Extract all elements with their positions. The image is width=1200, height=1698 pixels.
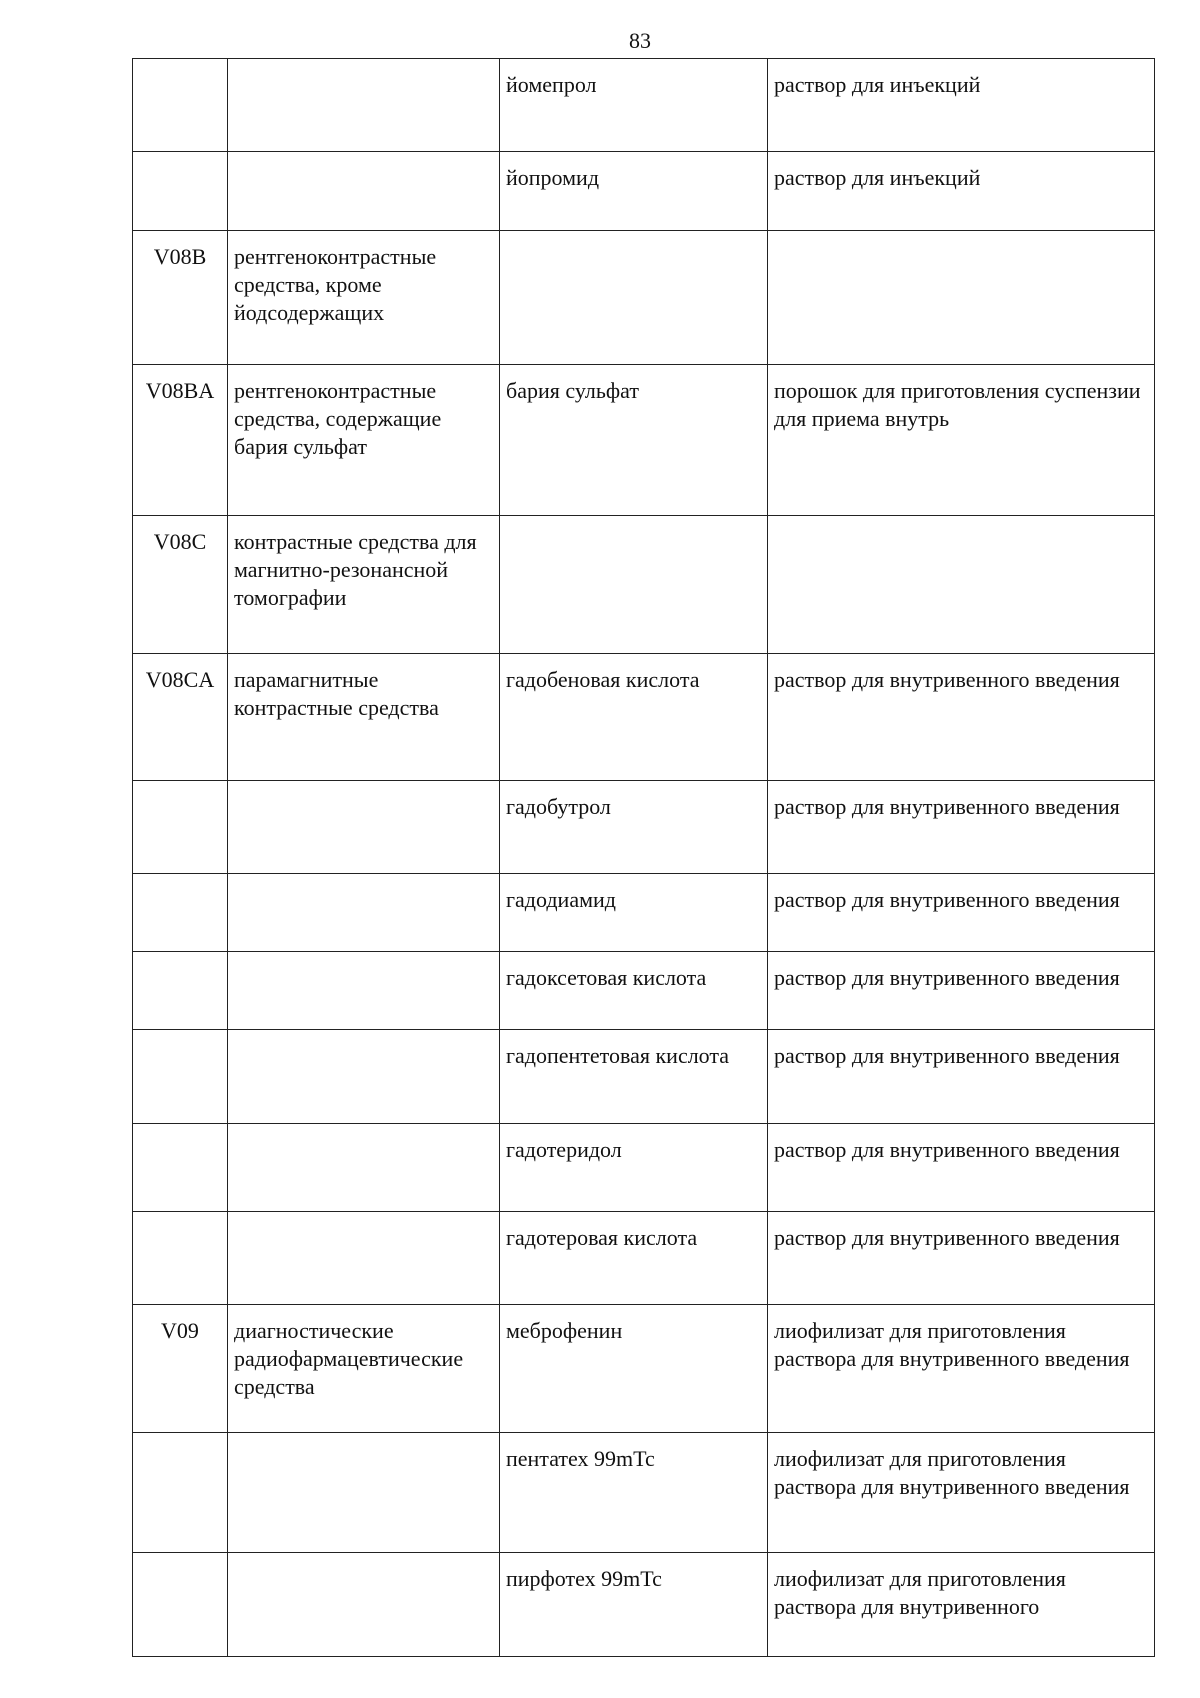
table-row [133, 1030, 1155, 1124]
dosage-form-cell: раствор для внутривенного введения [768, 781, 1155, 874]
substance-cell: йопромид [500, 152, 768, 231]
dosage-form-cell: раствор для внутривенного введения [768, 1124, 1155, 1212]
table-row [133, 1124, 1155, 1212]
table-row [133, 781, 1155, 874]
atc-code-cell [133, 874, 228, 952]
dosage-form-cell [768, 231, 1155, 365]
atc-code-cell: V09 [133, 1305, 228, 1433]
table-row [133, 1305, 1155, 1433]
table-row [133, 874, 1155, 952]
dosage-form-cell: раствор для внутривенного введения [768, 952, 1155, 1030]
table-body [133, 59, 1155, 1657]
dosage-form-cell: лиофилизат для приготовления раствора для внутривенного [768, 1553, 1155, 1657]
group-name-cell [228, 952, 500, 1030]
substance-cell: гадобутрол [500, 781, 768, 874]
dosage-form-cell: раствор для внутривенного введения [768, 654, 1155, 781]
table-row [133, 152, 1155, 231]
dosage-form-cell: раствор для внутривенного введения [768, 1212, 1155, 1305]
substance-cell: бария сульфат [500, 365, 768, 516]
atc-code-cell [133, 152, 228, 231]
group-name-cell [228, 781, 500, 874]
group-name-cell: рентгеноконтрастные средства, кроме йодсодержащих [228, 231, 500, 365]
group-name-cell [228, 874, 500, 952]
group-name-cell [228, 1030, 500, 1124]
substance-cell: гадоксетовая кислота [500, 952, 768, 1030]
table-row [133, 516, 1155, 654]
dosage-form-cell: лиофилизат для приготовления раствора для внутривенного введения [768, 1305, 1155, 1433]
table-row [133, 1553, 1155, 1657]
dosage-form-cell: раствор для инъекций [768, 152, 1155, 231]
atc-code-cell: V08C [133, 516, 228, 654]
atc-code-cell [133, 952, 228, 1030]
table-row [133, 365, 1155, 516]
group-name-cell: диагностические радиофармацевтические средства [228, 1305, 500, 1433]
page-number: 83 [629, 28, 651, 53]
substance-cell [500, 516, 768, 654]
table-row [133, 231, 1155, 365]
drug-table [132, 58, 1155, 1657]
atc-code-cell [133, 1212, 228, 1305]
atc-code-cell [133, 1433, 228, 1553]
table-row [133, 59, 1155, 152]
substance-cell: гадобеновая кислота [500, 654, 768, 781]
table-row [133, 1433, 1155, 1553]
group-name-cell [228, 1124, 500, 1212]
substance-cell: пентатех 99mTc [500, 1433, 768, 1553]
table-row [133, 654, 1155, 781]
group-name-cell [228, 1433, 500, 1553]
substance-cell: гадодиамид [500, 874, 768, 952]
group-name-cell: парамагнитные контрастные средства [228, 654, 500, 781]
group-name-cell [228, 59, 500, 152]
dosage-form-cell: порошок для приготовления суспензии для приема внутрь [768, 365, 1155, 516]
group-name-cell: контрастные средства для магнитно-резонансной томографии [228, 516, 500, 654]
dosage-form-cell: раствор для внутривенного введения [768, 874, 1155, 952]
group-name-cell [228, 1212, 500, 1305]
table-row [133, 1212, 1155, 1305]
atc-code-cell [133, 1030, 228, 1124]
group-name-cell: рентгеноконтрастные средства, содержащие бария сульфат [228, 365, 500, 516]
dosage-form-cell: лиофилизат для приготовления раствора для внутривенного введения [768, 1433, 1155, 1553]
atc-code-cell: V08BA [133, 365, 228, 516]
group-name-cell [228, 1553, 500, 1657]
substance-cell: гадопентетовая кислота [500, 1030, 768, 1124]
table-row [133, 952, 1155, 1030]
dosage-form-cell [768, 516, 1155, 654]
atc-code-cell [133, 1124, 228, 1212]
substance-cell: меброфенин [500, 1305, 768, 1433]
substance-cell [500, 231, 768, 365]
substance-cell: гадотеридол [500, 1124, 768, 1212]
substance-cell: пирфотех 99mTc [500, 1553, 768, 1657]
group-name-cell [228, 152, 500, 231]
atc-code-cell [133, 59, 228, 152]
dosage-form-cell: раствор для инъекций [768, 59, 1155, 152]
atc-code-cell [133, 781, 228, 874]
atc-code-cell: V08CA [133, 654, 228, 781]
atc-code-cell [133, 1553, 228, 1657]
substance-cell: гадотеровая кислота [500, 1212, 768, 1305]
dosage-form-cell: раствор для внутривенного введения [768, 1030, 1155, 1124]
substance-cell: йомепрол [500, 59, 768, 152]
atc-code-cell: V08B [133, 231, 228, 365]
